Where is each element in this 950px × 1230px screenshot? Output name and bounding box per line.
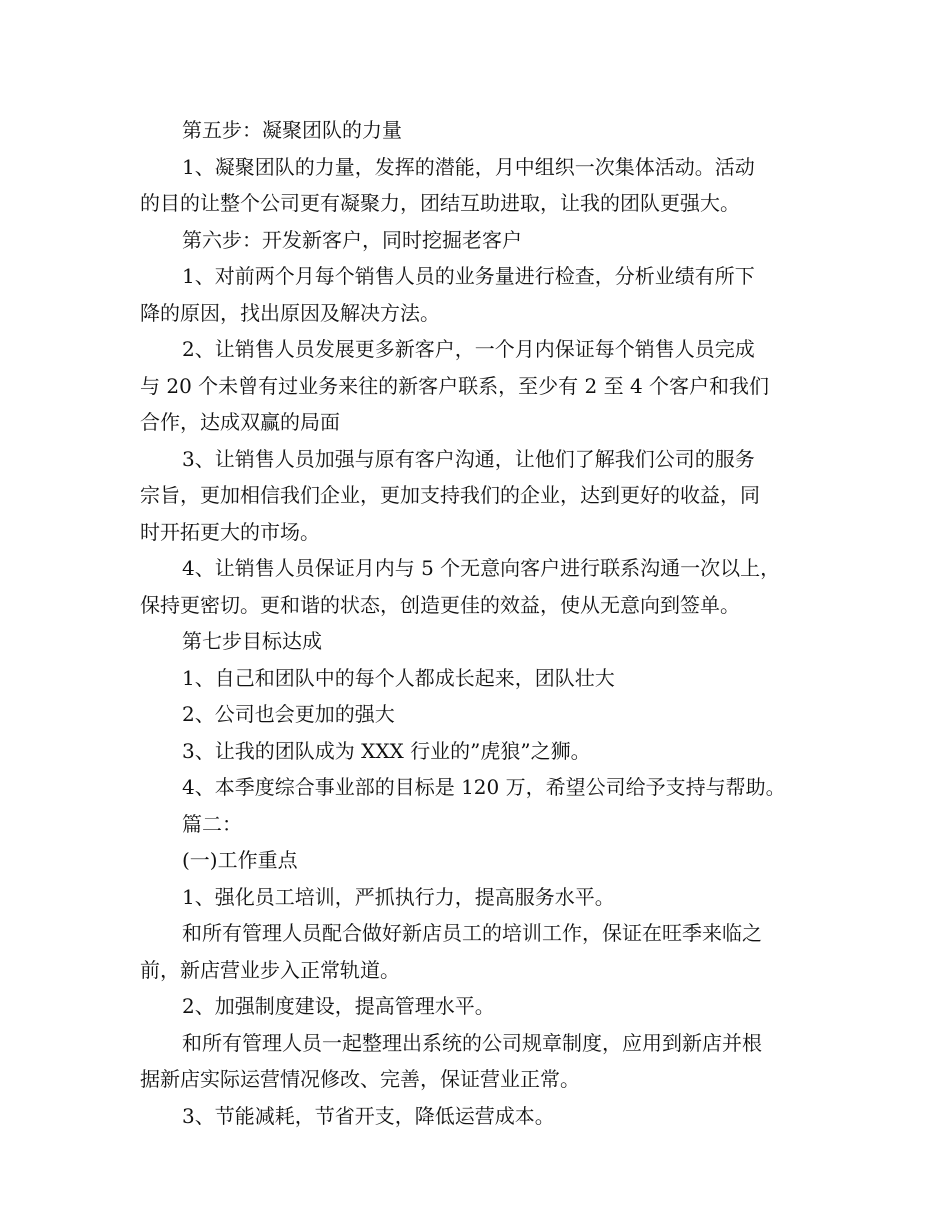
text-line: 1、凝聚团队的力量，发挥的潜能，月中组织一次集体活动。活动	[182, 154, 755, 179]
text-line: 4、本季度综合事业部的目标是 120 万，希望公司给予支持与帮助。	[182, 775, 786, 799]
step7-item-1	[140, 660, 820, 697]
text-line: (一)工作重点	[182, 848, 298, 872]
focus-item-2-body	[140, 1025, 820, 1098]
step6-item-3	[140, 441, 820, 551]
document-page	[140, 112, 820, 1134]
text-line: 时开拓更大的市场。	[140, 519, 320, 544]
text-line: 宗旨，更加相信我们企业，更加支持我们的企业，达到更好的收益，同	[140, 483, 760, 507]
step6-item-2	[140, 331, 820, 441]
text-line: 第七步目标达成	[182, 629, 322, 653]
work-focus-heading	[140, 842, 820, 879]
step6-item-4	[140, 550, 820, 623]
step7-heading	[140, 623, 820, 660]
text-line: 第五步：凝聚团队的力量	[182, 118, 402, 142]
text-line: 保持更密切。更和谐的状态，创造更佳的效益，使从无意向到签单。	[140, 592, 740, 617]
text-line: 第六步：开发新客户，同时挖掘老客户	[182, 227, 522, 252]
step7-item-2	[140, 696, 820, 733]
text-line: 和所有管理人员一起整理出系统的公司规章制度，应用到新店并根	[182, 1030, 762, 1055]
focus-item-1-body	[140, 915, 820, 988]
step7-item-3	[140, 733, 820, 770]
text-line: 与 20 个未曾有过业务来往的新客户联系，至少有 2 至 4 个客户和我们	[140, 373, 770, 398]
step5-heading	[140, 112, 820, 149]
text-line: 1、对前两个月每个销售人员的业务量进行检查，分析业绩有所下	[182, 264, 755, 288]
step5-item-1	[140, 149, 820, 222]
text-line: 篇二：	[182, 811, 242, 836]
text-line: 2、公司也会更加的强大	[182, 702, 395, 726]
focus-item-2	[140, 988, 820, 1025]
text-line: 2、加强制度建设，提高管理水平。	[182, 994, 495, 1018]
step6-heading	[140, 222, 820, 259]
text-line: 3、节能减耗，节省开支，降低运营成本。	[182, 1103, 555, 1128]
text-line: 据新店实际运营情况修改、完善，保证营业正常。	[140, 1067, 580, 1091]
step6-item-1	[140, 258, 820, 331]
part2-heading	[140, 806, 820, 843]
text-line: 降的原因，找出原因及解决方法。	[140, 300, 440, 325]
text-line: 2、让销售人员发展更多新客户，一个月内保证每个销售人员完成	[182, 337, 755, 361]
text-line: 3、让我的团队成为 XXX 行业的”虎狼”之狮。	[182, 738, 591, 763]
step7-item-4	[140, 769, 820, 806]
focus-item-1	[140, 879, 820, 916]
text-line: 1、强化员工培训，严抓执行力，提高服务水平。	[182, 884, 615, 909]
text-line: 1、自己和团队中的每个人都成长起来，团队壮大	[182, 665, 615, 690]
text-line: 合作，达成双赢的局面	[140, 410, 340, 434]
text-line: 3、让销售人员加强与原有客户沟通，让他们了解我们公司的服务	[182, 446, 755, 471]
text-line: 的目的让整个公司更有凝聚力，团结互助进取，让我的团队更强大。	[140, 191, 740, 215]
text-line: 和所有管理人员配合做好新店员工的培训工作，保证在旺季来临之	[182, 921, 762, 945]
text-line: 4、让销售人员保证月内与 5 个无意向客户进行联系沟通一次以上，	[182, 556, 781, 580]
text-line: 前，新店营业步入正常轨道。	[140, 957, 400, 982]
focus-item-3	[140, 1098, 820, 1135]
